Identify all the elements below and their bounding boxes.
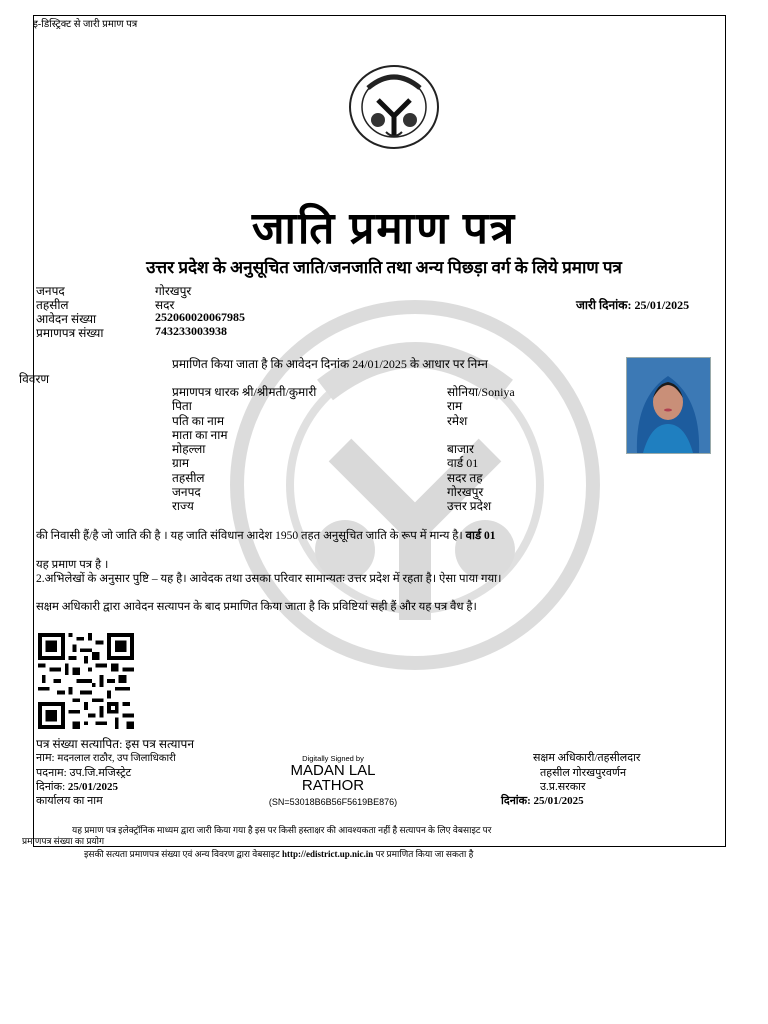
left-name-line: [36, 750, 176, 765]
left-name-value: मदनलाल राठौर, उप जिलाधिकारी: [57, 753, 176, 764]
detail-value: राम: [447, 399, 463, 413]
tehsil-value: सदर: [155, 298, 175, 312]
intro-tail: विवरण: [19, 372, 50, 386]
left-date-label: दिनांक:: [36, 781, 66, 793]
right-authority: सक्षम अधिकारी/तहसीलदार: [533, 752, 641, 764]
signer-name-1: MADAN LAL: [290, 762, 376, 779]
person-photo-icon: [627, 358, 710, 453]
right-office: तहसील गोरखपुरवर्णन: [540, 767, 627, 779]
intro-line: प्रमाणित किया जाता है कि आवेदन दिनांक 24/01/2025 के आधार पर निम्न: [172, 357, 488, 371]
right-state: उ.प्र.सरकार: [540, 781, 586, 793]
signer-serial: (SN=53018B6B56F5619BE876): [268, 797, 398, 807]
certificate-title: जाति प्रमाण पत्र: [251, 204, 517, 253]
edistrict-link[interactable]: http://edistrict.up.nic.in: [281, 849, 374, 859]
verification-value: इस पत्र सत्यापन: [125, 737, 194, 751]
left-post-label: पदनाम:: [36, 767, 67, 779]
verification-label: पत्र संख्या सत्यापित:: [36, 737, 123, 751]
tehsil-label: तहसील: [36, 298, 69, 312]
body-text-1: की निवासी हैं/है जो जाति की है । यह जाति संविधान आदेश 1950 तहत अनुसूचित जाति के रूप में मान्य है।: [36, 530, 463, 542]
footer-note-2-post: पर प्रमाणित किया जा सकता है: [375, 849, 474, 859]
signer-name-2: RATHOR: [301, 777, 365, 794]
certificate-subtitle: उत्तर प्रदेश के अनुसूचित जाति/जनजाति तथा अन्य पिछड़ा वर्ग के लिये प्रमाण पत्र: [146, 258, 622, 277]
right-date-value: 25/01/2025: [533, 795, 584, 807]
issue-date-value: 25/01/2025: [634, 298, 690, 312]
district-value: गोरखपुर: [155, 284, 192, 298]
footer-note-2-pre: इसकी सत्यता प्रमाणपत्र संख्या एवं अन्य विवरण द्वारा वेबसाइट: [84, 849, 280, 859]
detail-value: रमेश: [447, 414, 468, 428]
detail-label: राज्य: [172, 499, 194, 513]
detail-value: बाजार: [447, 442, 474, 456]
detail-label: जनपद: [172, 485, 201, 499]
digitally-signed-by: Digitally Signed by: [302, 754, 364, 763]
holder-photo: [626, 357, 711, 454]
left-post-value: उप.जि.मजिस्ट्रेट: [69, 767, 132, 779]
certificate-number-value: 743233003938: [155, 324, 227, 338]
application-number-label: आवेदन संख्या: [36, 312, 97, 326]
body-paragraph-3: 2.अभिलेखों के अनुसार पुष्टि – यह है। आवेदक तथा उसका परिवार सामान्यतः उत्तर प्रदेश में रहता है। ऐसा पाया गया।: [36, 573, 502, 585]
detail-label: पति का नाम: [172, 414, 225, 428]
issue-date: [576, 296, 689, 313]
right-date-label: दिनांक:: [501, 795, 531, 807]
district-label: जनपद: [36, 284, 65, 298]
detail-label: प्रमाणपत्र धारक श्री/श्रीमती/कुमारी: [172, 385, 317, 399]
detail-value: सदर तह: [447, 471, 483, 485]
detail-value: वार्ड 01: [447, 456, 479, 470]
detail-label: माता का नाम: [172, 428, 228, 442]
detail-value: उत्तर प्रदेश: [447, 499, 492, 513]
footer-note-1b: प्रमाणपत्र संख्या का प्रयोग: [22, 836, 105, 846]
top-note: इ-डिस्ट्रिक्ट से जारी प्रमाण पत्र: [33, 19, 138, 30]
body-paragraph-4: सक्षम अधिकारी द्वारा आवेदन सत्यापन के बाद प्रमाणित किया जाता है कि प्रविष्टियां सही हैं और यह पत्र वैध है।: [36, 601, 477, 613]
left-name-label: नाम:: [36, 752, 55, 764]
detail-value: सोनिया/Soniya: [447, 385, 515, 399]
body-ward: वार्ड 01: [465, 530, 496, 542]
body-paragraph-1: [19, 529, 754, 543]
state-emblem-icon: [348, 64, 440, 150]
right-date-line: [501, 793, 584, 808]
footer-note-1: यह प्रमाण पत्र इलेक्ट्रॉनिक माध्यम द्वारा जारी किया गया है इस पर किसी हस्ताक्षर की आवश्यकता नहीं है सत्यापन के लिए वेबसाइट पर: [72, 825, 492, 835]
detail-label: मोहल्ला: [172, 442, 206, 456]
body-paragraph-2: यह प्रमाण पत्र है ।: [36, 559, 109, 571]
detail-label: ग्राम: [172, 456, 190, 470]
detail-label: पिता: [172, 399, 192, 413]
left-date-line: [36, 779, 118, 794]
left-office: कार्यालय का नाम: [36, 795, 103, 807]
digital-signature: [258, 754, 408, 807]
detail-label: तहसील: [172, 471, 205, 485]
left-post-line: [36, 765, 131, 780]
application-number-value: 252060020067985: [155, 310, 245, 324]
left-date-value: 25/01/2025: [67, 781, 119, 793]
detail-value: गोरखपुर: [447, 485, 484, 499]
certificate-number-label: प्रमाणपत्र संख्या: [36, 326, 104, 340]
footer-note-2: [84, 847, 473, 860]
issue-date-label: जारी दिनांक:: [576, 298, 632, 312]
qr-code-icon: [36, 633, 136, 729]
